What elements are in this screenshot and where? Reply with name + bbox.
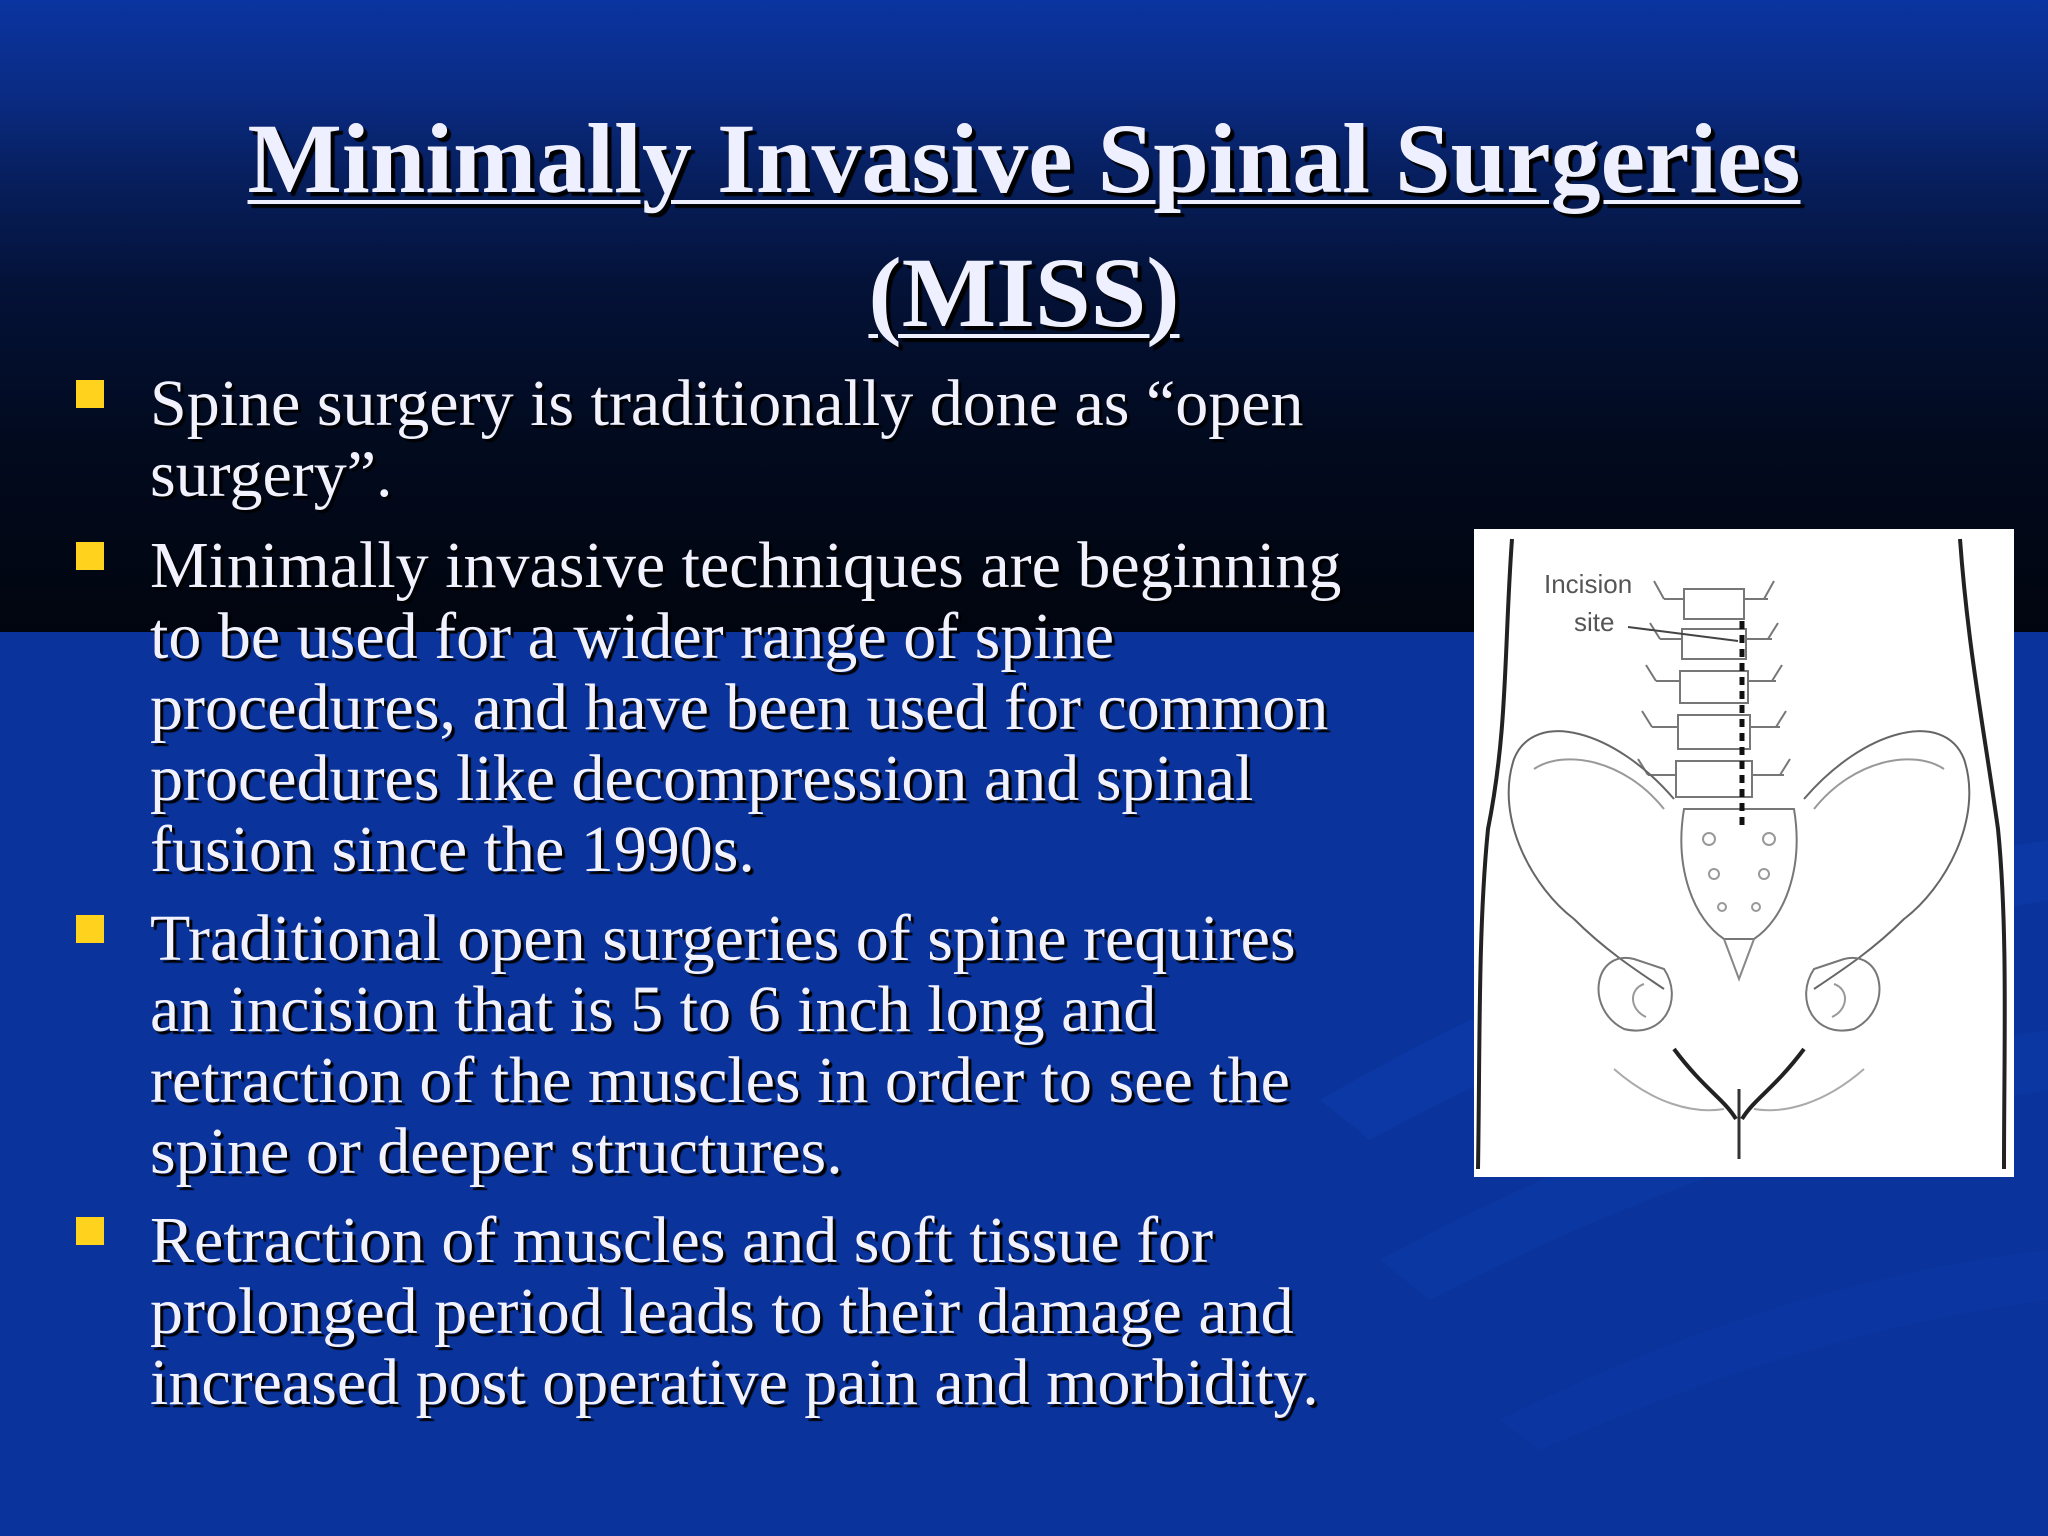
bullet-line: Retraction of muscles and soft tissue for [150, 1204, 1214, 1277]
pelvis-spine-drawing [1474, 529, 2014, 1177]
spine-incision-illustration [1474, 529, 2014, 1177]
bullet-line: fusion since the 1990s. [150, 813, 755, 886]
bullet-line: increased post operative pain and morbidity. [150, 1346, 1319, 1419]
bullet-text [150, 368, 1470, 510]
bullet-line: Spine surgery is traditionally done as “open [150, 367, 1304, 440]
bullet-marker-icon [76, 542, 104, 570]
slide-title-line-2: (MISS) [868, 237, 1180, 348]
bullet-marker-icon [76, 380, 104, 408]
bullet-line: prolonged period leads to their damage and [150, 1275, 1294, 1348]
bullet-line: procedures like decompression and spinal [150, 742, 1254, 815]
bullet-line: retraction of the muscles in order to see the [150, 1044, 1290, 1117]
bullet-line: spine or deeper structures. [150, 1115, 843, 1188]
bullet-marker-icon [76, 1217, 104, 1245]
bullet-marker-icon [76, 915, 104, 943]
bullet-line: procedures, and have been used for common [150, 671, 1329, 744]
incision-label-line-1: Incision [1544, 569, 1633, 599]
bullet-line: to be used for a wider range of spine [150, 600, 1114, 673]
bullet-text [150, 903, 1470, 1187]
bullet-text [150, 530, 1470, 885]
slide-title [0, 92, 2048, 360]
bullet-line: Minimally invasive techniques are beginning [150, 529, 1342, 602]
bullet-line: Traditional open surgeries of spine requires [150, 902, 1296, 975]
slide-title-line-1: Minimally Invasive Spinal Surgeries [247, 103, 1801, 214]
bullet-line: an incision that is 5 to 6 inch long and [150, 973, 1157, 1046]
bullet-text [150, 1205, 1470, 1418]
bullet-line: surgery”. [150, 438, 393, 511]
incision-label-line-2: site [1574, 607, 1615, 637]
